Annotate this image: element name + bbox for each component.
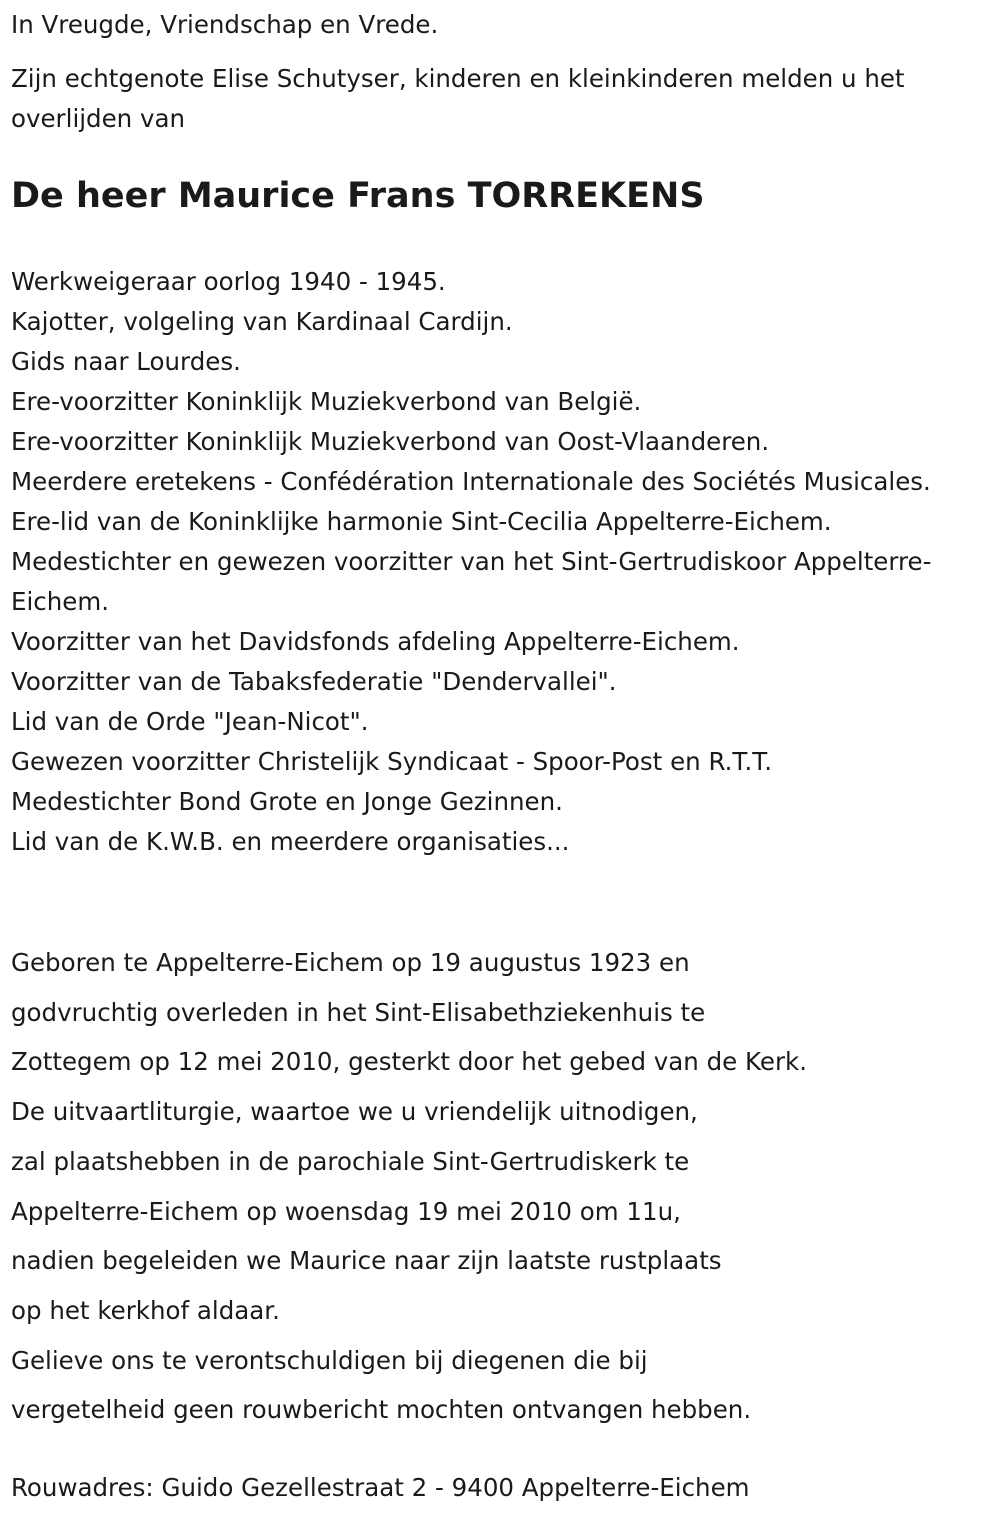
title-line: Lid van de Orde "Jean-Nicot".	[11, 707, 369, 736]
title-line: Medestichter Bond Grote en Jonge Gezinnen.	[11, 787, 563, 816]
obituary-line: De uitvaartliturgie, waartoe we u vriendelijk uitnodigen,	[11, 1097, 698, 1127]
titles-list	[11, 262, 986, 862]
obituary-line: Appelterre-Eichem op woensdag 19 mei 2010 om 11u,	[11, 1196, 681, 1226]
obituary-line: Geboren te Appelterre-Eichem op 19 augustus 1923 en	[11, 948, 690, 977]
announcement: Zijn echtgenote Elise Schutyser, kinderen en kleinkinderen melden u het overlijden van	[11, 64, 905, 133]
obituary-line: Zottegem op 12 mei 2010, gesterkt door het gebed van de Kerk.	[11, 1047, 807, 1077]
title-line: Kajotter, volgeling van Kardinaal Cardijn.	[11, 307, 513, 336]
title-line: Ere-voorzitter Koninklijk Muziekverbond van België.	[11, 387, 642, 416]
title-line: Werkweigeraar oorlog 1940 - 1945.	[11, 267, 446, 296]
title-line: Voorzitter van het Davidsfonds afdeling Appelterre-Eichem.	[11, 627, 740, 656]
obituary-text	[11, 938, 986, 1435]
title-line: Ere-lid van de Koninklijke harmonie Sint-Cecilia Appelterre-Eichem.	[11, 507, 832, 536]
motto: In Vreugde, Vriendschap en Vrede.	[11, 10, 439, 39]
obituary-line: vergetelheid geen rouwbericht mochten ontvangen hebben.	[11, 1395, 752, 1425]
title-line: Gids naar Lourdes.	[11, 347, 241, 376]
deceased-name: De heer Maurice Frans TORREKENS	[11, 176, 705, 216]
obituary-line: op het kerkhof aldaar.	[11, 1295, 280, 1325]
title-line: Ere-voorzitter Koninklijk Muziekverbond van Oost-Vlaanderen.	[11, 427, 770, 456]
obituary-line: nadien begeleiden we Maurice naar zijn laatste rustplaats	[11, 1246, 722, 1276]
title-line: Gewezen voorzitter Christelijk Syndicaat - Spoor-Post en R.T.T.	[11, 747, 773, 776]
title-line: Lid van de K.W.B. en meerdere organisaties...	[11, 827, 570, 856]
obituary-line: zal plaatshebben in de parochiale Sint-Gertrudiskerk te	[11, 1146, 690, 1176]
obituary-line: Gelieve ons te verontschuldigen bij diegenen die bij	[11, 1345, 648, 1375]
title-line: Voorzitter van de Tabaksfederatie "Dendervallei".	[11, 667, 617, 696]
title-line: Meerdere eretekens - Confédération Internationale des Sociétés Musicales.	[11, 467, 931, 496]
title-line: Medestichter en gewezen voorzitter van het Sint-Gertrudiskoor Appelterre-Eichem.	[11, 547, 932, 616]
mourning-address: Rouwadres: Guido Gezellestraat 2 - 9400 Appelterre-Eichem	[11, 1473, 750, 1502]
obituary-line: godvruchtig overleden in het Sint-Elisabethziekenhuis te	[11, 997, 706, 1027]
